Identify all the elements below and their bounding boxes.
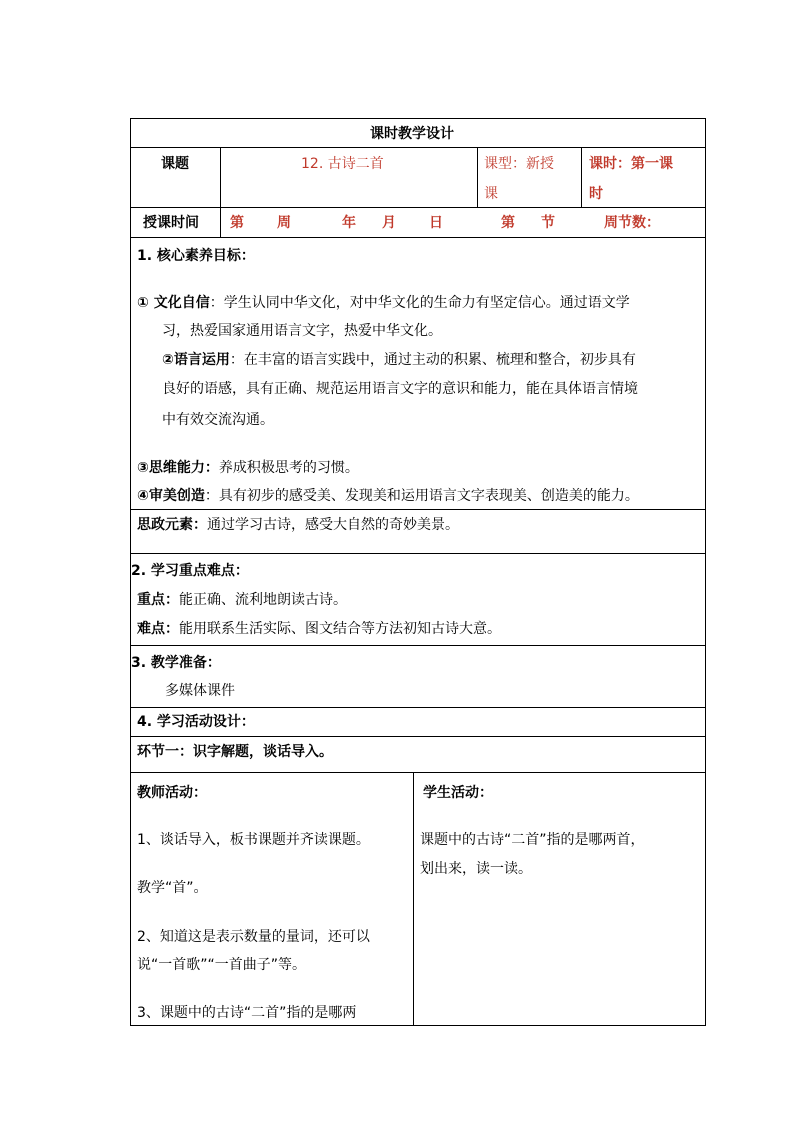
row-divider bbox=[130, 207, 706, 208]
goal-1-label: ① 文化自信 bbox=[137, 295, 210, 311]
teacher-item-4: 3、课题中的古诗“二首”指的是哪两 bbox=[137, 1005, 357, 1021]
goal-1-continued: 习，热爱国家通用语言文字，热爱中华文化。 bbox=[162, 323, 442, 339]
row-divider bbox=[130, 772, 706, 773]
goal-1-text: ：学生认同中华文化，对中华文化的生命力有坚定信心。通过语文学 bbox=[209, 295, 630, 311]
focus bbox=[137, 593, 347, 607]
row-divider bbox=[130, 509, 706, 510]
student-activity-line2: 划出来，读一读。 bbox=[420, 861, 532, 877]
schedule-zhou: 周 bbox=[277, 215, 291, 231]
row-divider bbox=[130, 707, 706, 708]
teacher-item-3-line1: 2、知道这是表示数量的量词，还可以 bbox=[137, 929, 370, 945]
student-activity-line1: 课题中的古诗“二首”指的是哪两首， bbox=[420, 832, 645, 848]
row-divider bbox=[130, 147, 706, 148]
goal-4-label: ④审美创造 bbox=[137, 488, 205, 504]
topic-value: 12. 古诗二首 bbox=[301, 156, 384, 172]
schedule-ri: 日 bbox=[429, 215, 443, 231]
goal-3 bbox=[137, 461, 359, 475]
teacher-item-2: 教学“首”。 bbox=[137, 880, 208, 896]
goal-4-text: ：具有初步的感受美、发现美和运用语言文字表现美、创造美的能力。 bbox=[204, 488, 639, 504]
ideology-text: 通过学习古诗，感受大自然的奇妙美景。 bbox=[207, 517, 459, 533]
schedule-di: 第 bbox=[230, 215, 244, 231]
preparation-text: 多媒体课件 bbox=[165, 683, 235, 699]
goal-2 bbox=[162, 353, 636, 367]
schedule-yue: 月 bbox=[382, 215, 396, 231]
ideology-label: 思政元素： bbox=[137, 517, 207, 533]
key-points-heading: 2. 学习重点难点： bbox=[131, 563, 249, 579]
schedule-jie: 节 bbox=[541, 215, 555, 231]
focus-label: 重点： bbox=[137, 592, 179, 608]
teacher-item-1: 1、谈话导入，板书课题并齐读课题。 bbox=[137, 832, 370, 848]
row-divider bbox=[130, 736, 706, 737]
goal-2-text: ：在丰富的语言实践中，通过主动的积累、梳理和整合，初步具有 bbox=[229, 352, 636, 368]
preparation-heading: 3. 教学准备： bbox=[131, 655, 221, 671]
schedule-label: 授课时间 bbox=[143, 215, 199, 231]
goal-1 bbox=[137, 296, 630, 310]
activity-design-heading: 4. 学习活动设计： bbox=[137, 714, 255, 730]
topic-label: 课题 bbox=[161, 156, 189, 172]
row-divider bbox=[130, 645, 706, 646]
difficulty-label: 难点： bbox=[137, 621, 179, 637]
lesson-type-line1: 课型：新授 bbox=[484, 156, 554, 172]
difficulty bbox=[137, 622, 501, 636]
column-divider bbox=[581, 147, 582, 207]
schedule-di2: 第 bbox=[501, 215, 515, 231]
step-1-title: 环节一：识字解题，谈话导入。 bbox=[137, 744, 333, 760]
goal-3-text: 养成积极思考的习惯。 bbox=[218, 460, 359, 476]
goals-heading: 1. 核心素养目标： bbox=[137, 248, 255, 264]
lesson-type-line2: 课 bbox=[484, 186, 498, 202]
goal-4 bbox=[137, 489, 639, 503]
goal-2-continued-1: 良好的语感，具有正确、规范运用语言文字的意识和能力，能在具体语言情境 bbox=[162, 381, 638, 397]
goal-2-label: ②语言运用 bbox=[162, 352, 230, 368]
difficulty-text: 能用联系生活实际、图文结合等方法初知古诗大意。 bbox=[179, 621, 501, 637]
table-title: 课时教学设计 bbox=[370, 126, 454, 142]
lesson-hours-line2: 时 bbox=[589, 186, 603, 202]
ideology bbox=[137, 518, 459, 532]
goal-2-continued-2: 中有效交流沟通。 bbox=[162, 412, 274, 428]
row-divider bbox=[130, 553, 706, 554]
goal-3-label: ③思维能力： bbox=[137, 460, 219, 476]
focus-text: 能正确、流利地朗读古诗。 bbox=[179, 592, 347, 608]
teacher-activity-heading: 教师活动： bbox=[137, 785, 207, 801]
lesson-hours-line1: 课时：第一课 bbox=[589, 156, 673, 172]
teacher-item-3-line2: 说“一首歌”“一首曲子”等。 bbox=[137, 957, 307, 973]
column-divider bbox=[477, 147, 478, 207]
schedule-weekly-count: 周节数： bbox=[604, 215, 660, 231]
student-activity-heading: 学生活动： bbox=[423, 785, 493, 801]
schedule-nian: 年 bbox=[342, 215, 356, 231]
column-divider bbox=[220, 147, 221, 237]
column-divider bbox=[413, 772, 414, 1025]
row-divider bbox=[130, 237, 706, 238]
